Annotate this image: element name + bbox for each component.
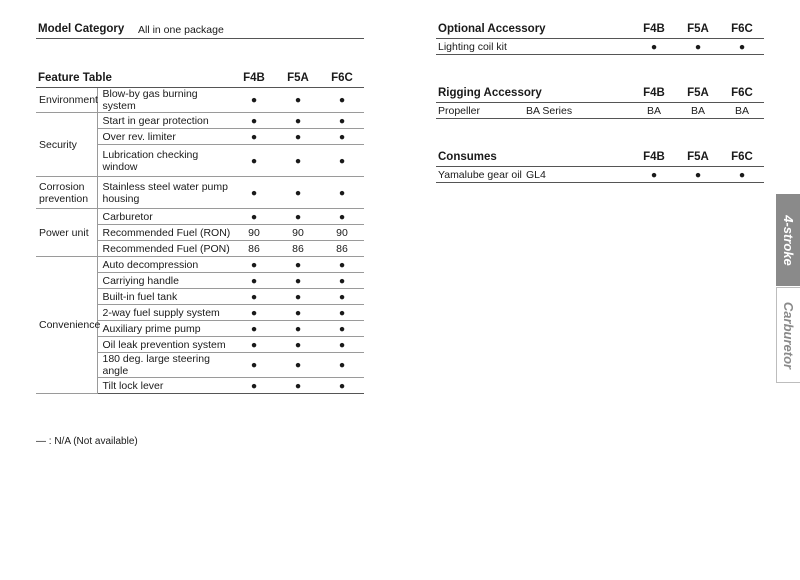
value-cell: ● — [232, 88, 276, 113]
value-cell: ● — [276, 273, 320, 289]
value-cell: ● — [276, 321, 320, 337]
value-cell: ● — [232, 305, 276, 321]
divider — [36, 38, 364, 39]
accessory-item: Lighting coil kit — [438, 41, 507, 53]
consumes-item: Yamalube gear oil — [438, 169, 522, 181]
value-cell: ● — [232, 321, 276, 337]
optional-accessory-title: Optional Accessory — [438, 23, 546, 35]
value-cell: ● — [232, 113, 276, 129]
feature-cell: Carburetor — [97, 209, 232, 225]
table-row — [36, 209, 364, 225]
feature-table-title: Feature Table — [38, 72, 112, 84]
value-cell: 86 — [320, 241, 364, 257]
rigging-detail: BA Series — [526, 105, 573, 117]
model-header-f4b: F4B — [643, 23, 665, 35]
value-cell: ● — [738, 41, 746, 53]
value-cell: ● — [276, 378, 320, 394]
value-cell: ● — [320, 129, 364, 145]
feature-cell: Oil leak prevention system — [97, 337, 232, 353]
value-cell: ● — [232, 353, 276, 378]
model-header-f5a: F5A — [687, 151, 709, 163]
value-cell: ● — [320, 257, 364, 273]
model-header-f6c: F6C — [731, 87, 753, 99]
feature-cell: Built-in fuel tank — [97, 289, 232, 305]
rigging-accessory-title: Rigging Accessory — [438, 87, 542, 99]
value-cell: BA — [690, 105, 705, 117]
value-cell: ● — [320, 113, 364, 129]
feature-cell: 180 deg. large steering angle — [97, 353, 232, 378]
value-cell: ● — [232, 337, 276, 353]
value-cell: ● — [276, 289, 320, 305]
value-cell: ● — [276, 257, 320, 273]
value-cell: ● — [232, 145, 276, 177]
value-cell: ● — [320, 378, 364, 394]
consumes-detail: GL4 — [526, 169, 546, 181]
table-row — [36, 257, 364, 273]
feature-cell: Auxiliary prime pump — [97, 321, 232, 337]
value-cell: ● — [320, 177, 364, 209]
value-cell: BA — [646, 105, 661, 117]
feature-table — [36, 88, 364, 394]
divider — [436, 54, 764, 55]
model-header-f4b: F4B — [643, 151, 665, 163]
value-cell: ● — [694, 169, 702, 181]
feature-cell: Over rev. limiter — [97, 129, 232, 145]
value-cell: BA — [734, 105, 749, 117]
value-cell: ● — [276, 337, 320, 353]
divider — [436, 38, 764, 39]
table-row — [36, 177, 364, 209]
value-cell: ● — [320, 145, 364, 177]
value-cell: ● — [232, 257, 276, 273]
model-header-f5a: F5A — [687, 87, 709, 99]
model-category-label: Model Category — [38, 23, 125, 35]
footnote: — : N/A (Not available) — [36, 436, 138, 447]
side-tab-label: Carburetor — [781, 301, 797, 369]
model-header-f4b: F4B — [243, 72, 265, 84]
feature-cell: Recommended Fuel (PON) — [97, 241, 232, 257]
value-cell: ● — [232, 177, 276, 209]
model-header-f4b: F4B — [643, 87, 665, 99]
model-header-f6c: F6C — [331, 72, 353, 84]
model-header-f6c: F6C — [731, 23, 753, 35]
value-cell: ● — [320, 353, 364, 378]
category-convenience: Convenience — [36, 257, 97, 394]
value-cell: 86 — [232, 241, 276, 257]
divider — [436, 166, 764, 167]
model-header-f6c: F6C — [731, 151, 753, 163]
divider — [436, 102, 764, 103]
feature-cell: 2-way fuel supply system — [97, 305, 232, 321]
value-cell: ● — [320, 209, 364, 225]
feature-cell: Auto decompression — [97, 257, 232, 273]
model-category-value: All in one package — [138, 24, 224, 36]
feature-cell: Lubrication checking window — [97, 145, 232, 177]
consumes-title: Consumes — [438, 151, 497, 163]
value-cell: ● — [694, 41, 702, 53]
category-power-unit: Power unit — [36, 209, 97, 257]
value-cell: 90 — [276, 225, 320, 241]
value-cell: ● — [276, 113, 320, 129]
value-cell: ● — [276, 129, 320, 145]
value-cell: ● — [276, 209, 320, 225]
value-cell: ● — [232, 289, 276, 305]
value-cell: ● — [276, 88, 320, 113]
value-cell: ● — [276, 145, 320, 177]
table-row — [36, 113, 364, 129]
side-tab-label: 4-stroke — [780, 214, 796, 266]
side-tab-carburetor[interactable] — [776, 287, 800, 383]
category-corrosion-prevention: Corrosion prevention — [36, 177, 97, 209]
feature-cell: Start in gear protection — [97, 113, 232, 129]
model-header-f5a: F5A — [687, 23, 709, 35]
value-cell: ● — [320, 337, 364, 353]
category-security: Security — [36, 113, 97, 177]
rigging-item: Propeller — [438, 105, 481, 117]
value-cell: ● — [232, 378, 276, 394]
feature-cell: Stainless steel water pump housing — [97, 177, 232, 209]
value-cell: ● — [320, 321, 364, 337]
model-header-f5a: F5A — [287, 72, 309, 84]
feature-cell: Carriying handle — [97, 273, 232, 289]
value-cell: ● — [232, 273, 276, 289]
value-cell: ● — [276, 305, 320, 321]
value-cell: ● — [738, 169, 746, 181]
value-cell: ● — [276, 353, 320, 378]
value-cell: ● — [320, 289, 364, 305]
feature-cell: Tilt lock lever — [97, 378, 232, 394]
feature-cell: Blow-by gas burning system — [97, 88, 232, 113]
value-cell: ● — [320, 305, 364, 321]
category-environment: Environment — [36, 88, 97, 113]
feature-cell: Recommended Fuel (RON) — [97, 225, 232, 241]
divider — [436, 118, 764, 119]
value-cell: ● — [276, 177, 320, 209]
value-cell: 86 — [276, 241, 320, 257]
divider — [436, 182, 764, 183]
side-tab-4-stroke[interactable] — [776, 194, 800, 286]
value-cell: 90 — [320, 225, 364, 241]
table-row — [36, 88, 364, 113]
value-cell: ● — [320, 273, 364, 289]
value-cell: ● — [650, 41, 658, 53]
value-cell: ● — [650, 169, 658, 181]
value-cell: 90 — [232, 225, 276, 241]
value-cell: ● — [232, 209, 276, 225]
value-cell: ● — [320, 88, 364, 113]
value-cell: ● — [232, 129, 276, 145]
